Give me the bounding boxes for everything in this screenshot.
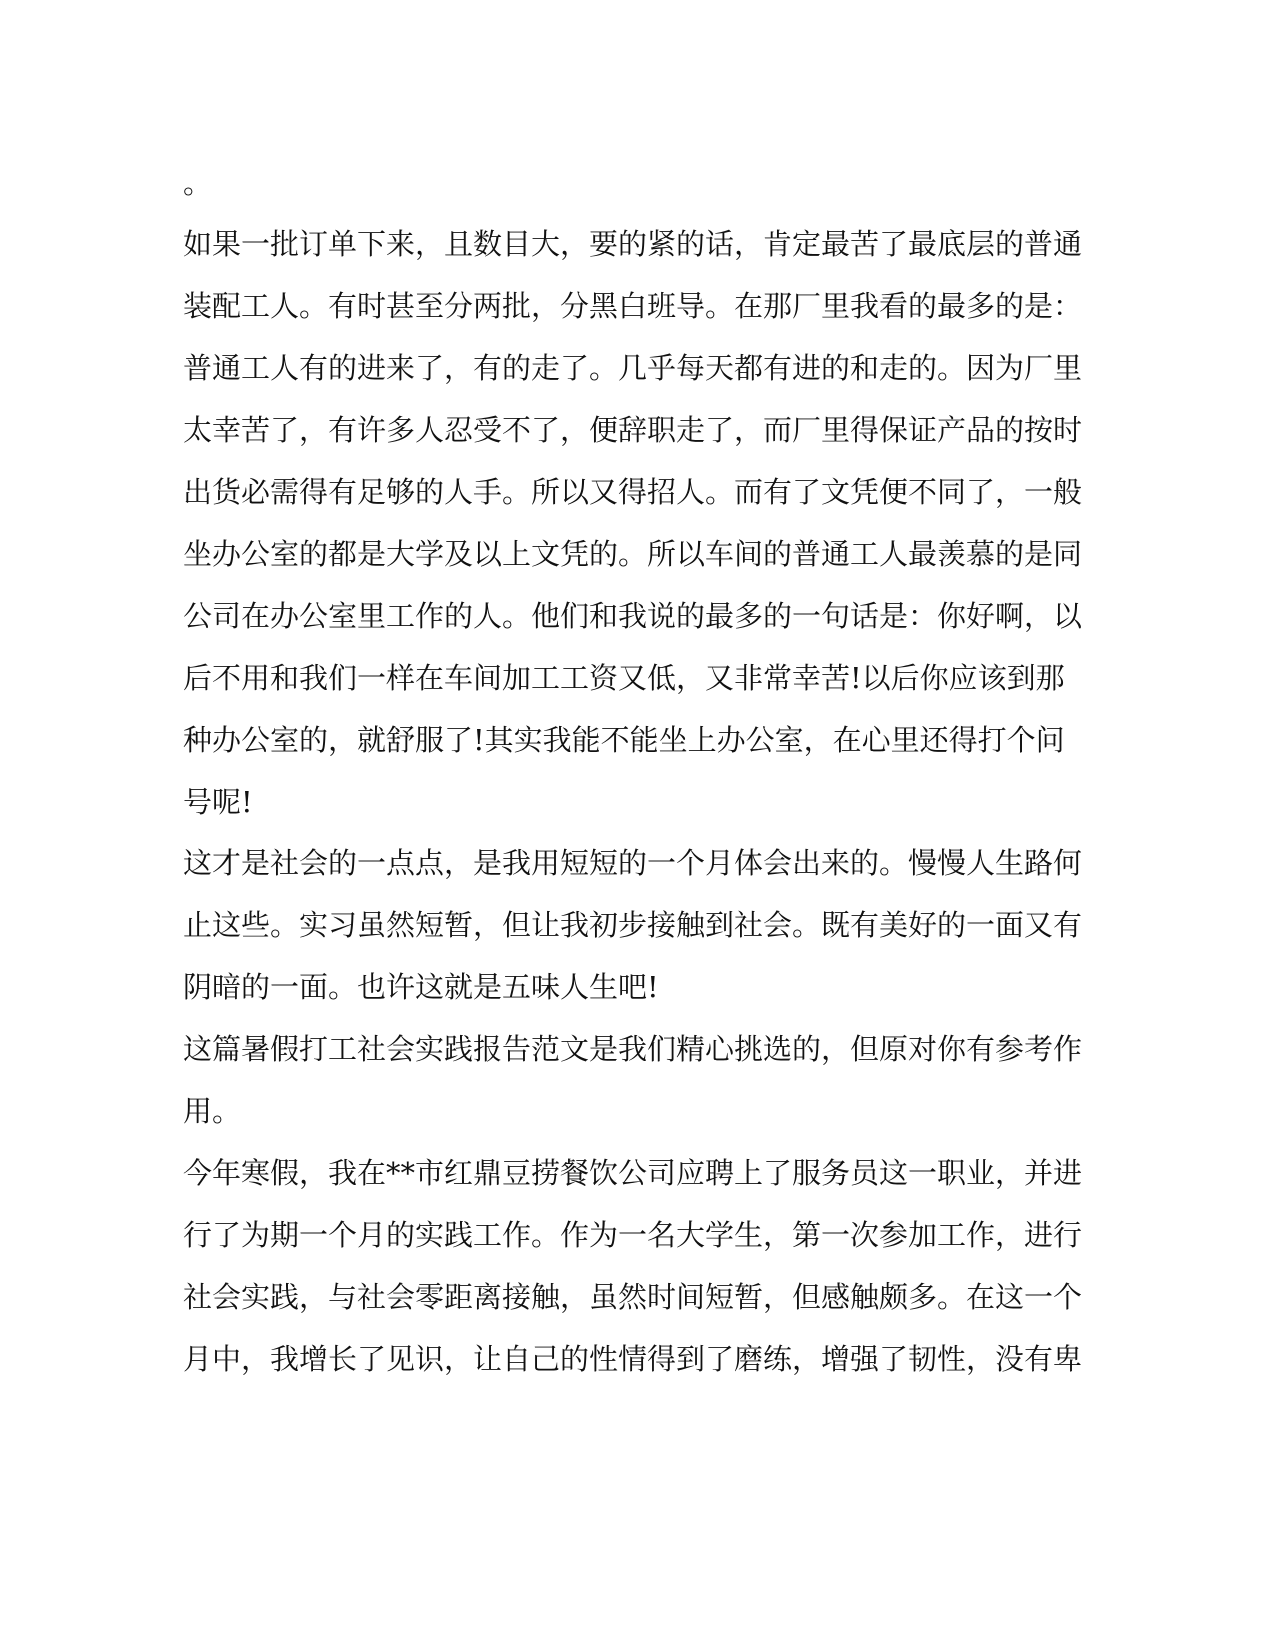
text-line: 种办公室的，就舒服了!其实我能不能坐上办公室，在心里还得打个问 <box>183 723 1065 757</box>
text-line: 这篇暑假打工社会实践报告范文是我们精心挑选的，但原对你有参考作 <box>183 1032 1083 1066</box>
text-line: 月中，我增长了见识，让自己的性情得到了磨练，增强了韧性，没有卑 <box>183 1342 1083 1376</box>
text-line: 阴暗的一面。也许这就是五味人生吧! <box>183 970 659 1004</box>
text-line: 。 <box>183 166 213 200</box>
text-line: 止这些。实习虽然短暂，但让我初步接触到社会。既有美好的一面又有 <box>183 908 1083 942</box>
text-line: 这才是社会的一点点，是我用短短的一个月体会出来的。慢慢人生路何 <box>183 846 1083 880</box>
text-line: 社会实践，与社会零距离接触，虽然时间短暂，但感触颇多。在这一个 <box>183 1280 1083 1314</box>
text-line: 行了为期一个月的实践工作。作为一名大学生，第一次参加工作，进行 <box>183 1218 1083 1252</box>
text-line: 如果一批订单下来，且数目大，要的紧的话，肯定最苦了最底层的普通 <box>183 227 1083 261</box>
text-line: 公司在办公室里工作的人。他们和我说的最多的一句话是：你好啊，以 <box>183 599 1083 633</box>
text-line: 坐办公室的都是大学及以上文凭的。所以车间的普通工人最羡慕的是同 <box>183 537 1083 571</box>
text-line: 用。 <box>183 1094 242 1128</box>
text-line: 太幸苦了，有许多人忍受不了，便辞职走了，而厂里得保证产品的按时 <box>183 413 1083 447</box>
text-line: 出货必需得有足够的人手。所以又得招人。而有了文凭便不同了，一般 <box>183 475 1083 509</box>
text-line: 装配工人。有时甚至分两批，分黑白班导。在那厂里我看的最多的是： <box>183 289 1083 323</box>
text-line: 后不用和我们一样在车间加工工资又低，又非常幸苦!以后你应该到那 <box>183 661 1065 695</box>
text-line: 普通工人有的进来了，有的走了。几乎每天都有进的和走的。因为厂里 <box>183 351 1083 385</box>
text-line: 号呢! <box>183 785 253 819</box>
text-line: 今年寒假，我在**市红鼎豆捞餐饮公司应聘上了服务员这一职业，并进 <box>183 1156 1083 1190</box>
